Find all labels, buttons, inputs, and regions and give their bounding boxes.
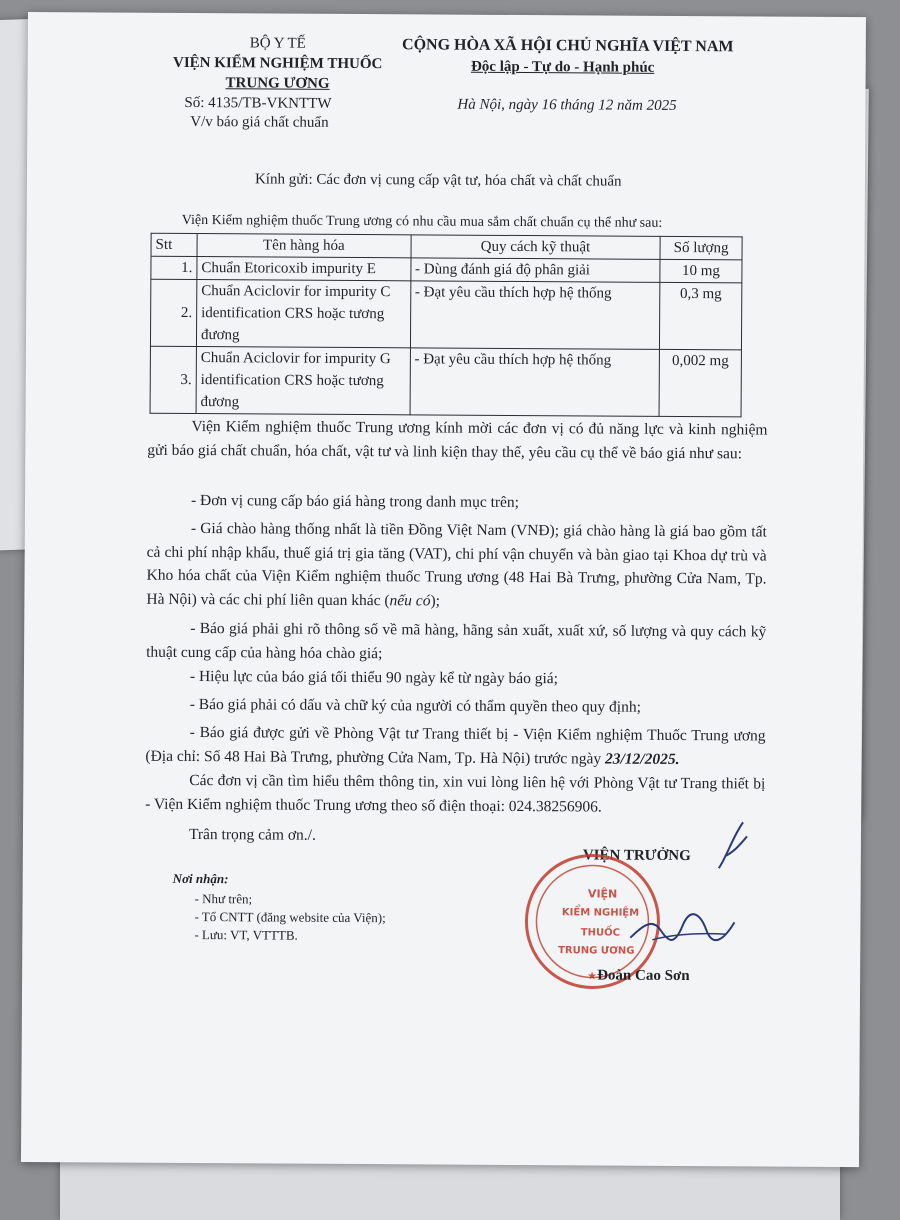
row-name: Chuẩn Etoricoxib impurity E [197, 257, 411, 281]
svg-text:VIỆN: VIỆN [587, 887, 618, 901]
table-row [150, 346, 741, 417]
row-spec: - Đạt yêu cầu thích hợp hệ thống [410, 281, 660, 350]
document-page [21, 12, 866, 1167]
row-stt: 1. [151, 256, 197, 279]
row-qty: 10 mg [660, 259, 742, 283]
goods-table [150, 233, 743, 418]
closing-text: Trân trọng cảm ơn./. [188, 825, 316, 844]
table-row [150, 279, 741, 350]
national-motto: Độc lập - Tự do - Hạnh phúc [470, 58, 655, 76]
recipient-item: - Như trên; [194, 891, 253, 907]
institute-name-line1: VIỆN KIỂM NGHIỆM THUỐC [172, 54, 383, 73]
row-qty: 0,3 mg [660, 282, 742, 349]
deadline-text: - Báo giá được gửi về Phòng Vật tư Trang thiết bị - Viện Kiểm nghiệm Thuốc Trung ương (Địa chỉ: Số 48 Hai Bà Trưng, phường Cửa Nam, Tp. Hà Nội) trước ngày [145, 724, 766, 768]
row-stt: 3. [150, 346, 196, 413]
requirement-item: - Đơn vị cung cấp báo giá hàng trong danh mục trên; [190, 492, 520, 512]
svg-text:TRUNG ƯƠNG: TRUNG ƯƠNG [558, 945, 635, 957]
requirement-item: - Hiệu lực của báo giá tối thiểu 90 ngày kể từ ngày báo giá; [189, 668, 559, 688]
document-number: Số: 4135/TB-VKNTTW [184, 94, 332, 112]
requirement-price-end: ); [430, 591, 440, 610]
intro-text: Viện Kiểm nghiệm thuốc Trung ương có nhu cầu mua sắm chất chuẩn cụ thể như sau: [181, 212, 663, 231]
row-qty: 0,002 mg [659, 349, 741, 416]
requirement-item: - Báo giá phải có dấu và chữ ký của người có thẩm quyền theo quy định; [189, 696, 641, 716]
deadline-date: 23/12/2025. [604, 750, 680, 768]
svg-text:THUỐC: THUỐC [580, 927, 620, 939]
row-name: Chuẩn Aciclovir for impurity C identification CRS hoặc tương đương [196, 280, 410, 348]
recipients-title: Nơi nhận: [172, 870, 229, 887]
requirement-item-price [146, 517, 767, 615]
handwritten-signature [622, 896, 742, 957]
requirement-item: - Báo giá phải ghi rõ thông số về mã hàng, hãng sản xuất, xuất xứ, số lượng và quy cách kỹ thuật cung cấp của hàng hóa chào giá; [146, 620, 767, 662]
col-header-spec: Quy cách kỹ thuật [411, 235, 661, 260]
document-subject: V/v báo giá chất chuẩn [190, 113, 329, 131]
signatory-title: VIỆN TRƯỞNG [582, 847, 691, 865]
republic-title: CỘNG HÒA XÃ HỘI CHỦ NGHĨA VIỆT NAM [402, 36, 734, 56]
contact-paragraph: Các đơn vị cần tìm hiểu thêm thông tin, xin vui lòng liên hệ với Phòng Vật tư Trang thiết bị - Viện Kiểm nghiệm thuốc Trung ương theo số điện thoại: 024.38256906. [145, 771, 766, 816]
signatory-name: Đoàn Cao Sơn [597, 967, 690, 985]
recipient-item: - Lưu: VT, VTTTB. [194, 927, 298, 943]
svg-text:KIỂM NGHIỆM: KIỂM NGHIỆM [561, 907, 640, 919]
row-spec: - Đạt yêu cầu thích hợp hệ thống [410, 348, 660, 417]
row-stt: 2. [150, 279, 196, 346]
initial-mark [713, 816, 753, 876]
col-header-qty: Số lượng [660, 236, 742, 260]
requirement-item-deadline [145, 721, 765, 772]
svg-text:★: ★ [587, 970, 598, 983]
requirement-price-text: - Giá chào hàng thống nhất là tiền Đồng Việt Nam (VNĐ); giá chào hàng là giá bao gồm tất cả chi phí nhập khẩu, thuế giá trị gia tăng (VAT), chi phí vận chuyển và bàn giao tại Khoa dự trù và Kho hóa chất của Viện Kiểm nghiệm thuốc Trung ương (48 Hai Bà Trưng, phường Cửa Nam, Tp. Hà Nội) và các chi phí liên quan khác ( [146, 520, 767, 609]
table-row [151, 256, 742, 283]
addressee: Kính gửi: Các đơn vị cung cấp vật tư, hóa chất và chất chuẩn [254, 171, 622, 190]
requirement-price-italic: nếu có [389, 591, 431, 609]
institute-name-line2: TRUNG ƯƠNG [225, 75, 330, 92]
row-spec: - Dùng đánh giá độ phân giải [410, 258, 660, 283]
col-header-stt: Stt [151, 233, 197, 256]
body-paragraph-invitation: Viện Kiểm nghiệm thuốc Trung ương kính mời các đơn vị có đủ năng lực và kinh nghiệm gửi báo giá chất chuẩn, hóa chất, vật tư và linh kiện thay thế, yêu cầu cụ thể về báo giá như sau: [147, 418, 768, 462]
row-name: Chuẩn Aciclovir for impurity G identification CRS hoặc tương đương [196, 347, 410, 415]
recipient-item: - Tổ CNTT (đăng website của Viện); [194, 909, 386, 926]
ministry-name: BỘ Y TẾ [249, 35, 306, 52]
document-date: Hà Nội, ngày 16 tháng 12 năm 2025 [457, 96, 677, 114]
col-header-name: Tên hàng hóa [197, 234, 411, 258]
